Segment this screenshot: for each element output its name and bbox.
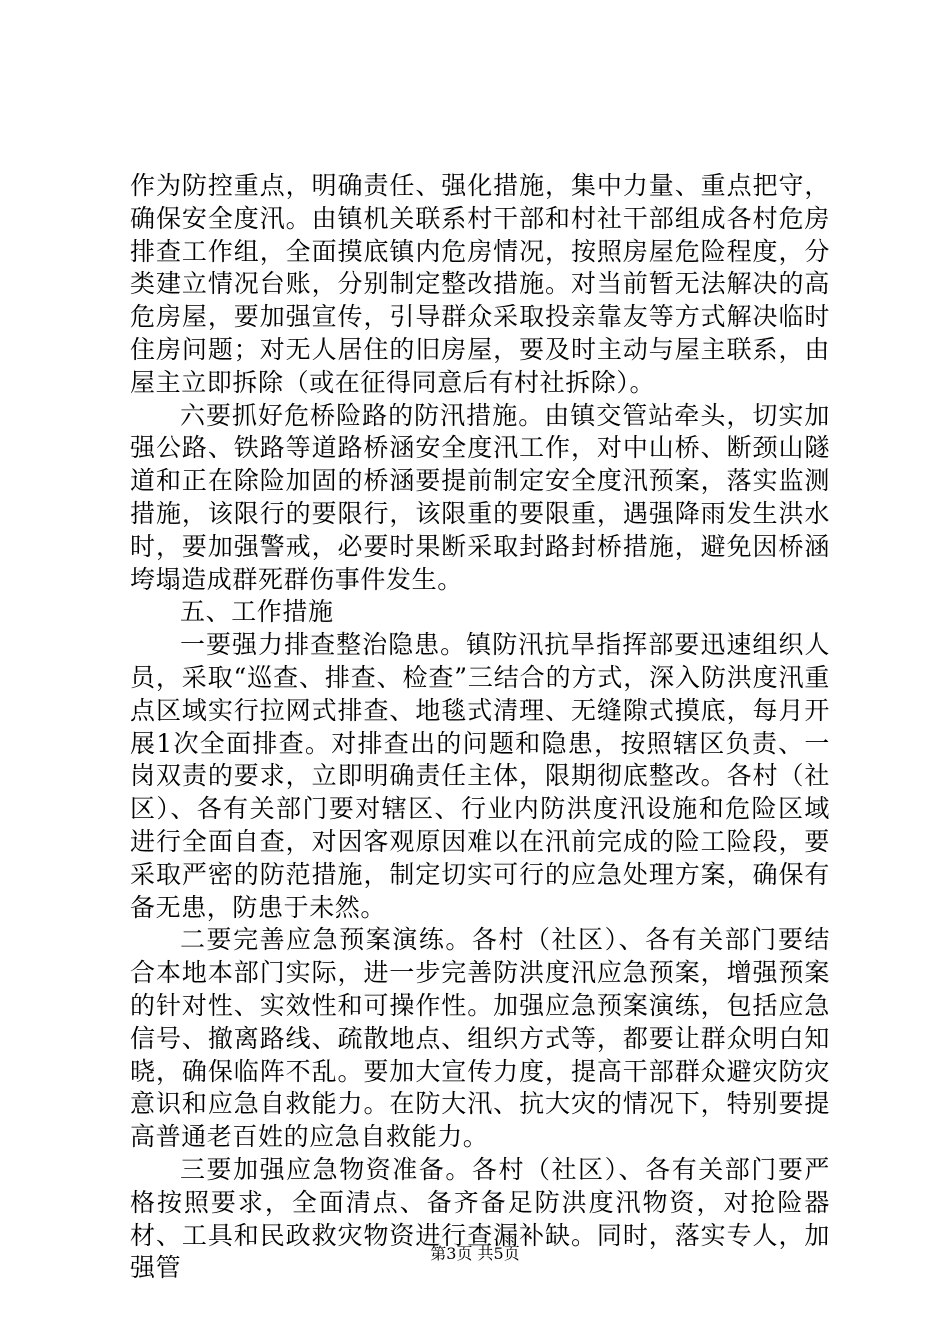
paragraph-3: 一要强力排查整治隐患。镇防汛抗旱指挥部要迅速组织人员，采取“巡查、排查、检查”三结合的方式，深入防洪度汛重点区域实行拉网式排查、地毯式清理、无缝隙式摸底，每月开展1次全面排查。对排查出的问题和隐患，按照辖区负责、一岗双责的要求，立即明确责任主体，限期彻底整改。各村（社区）、各有关部门要对辖区、行业内防洪度汛设施和危险区域进行全面自查，对因客观原因难以在汛前完成的险工险段，要采取严密的防范措施，制定切实可行的应急处理方案，确保有备无患，防患于未然。	[130, 630, 830, 922]
section-heading: 五、工作措施	[180, 597, 334, 627]
page-footer: 第3页 共5页	[430, 1244, 520, 1263]
paragraph-2: 六要抓好危桥险路的防汛措施。由镇交管站牵头，切实加强公路、铁路等道路桥涵安全度汛工作，对中山桥、断颈山隧道和正在除险加固的桥涵要提前制定安全度汛预案，落实监测措施，该限行的要限行，该限重的要限重，遇强降雨发生洪水时，要加强警戒，必要时果断采取封路封桥措施，避免因桥涵垮塌造成群死群伤事件发生。	[130, 400, 830, 594]
document-body	[130, 170, 830, 1285]
paragraph-5: 三要加强应急物资准备。各村（社区）、各有关部门要严格按照要求，全面清点、备齐备足防洪度汛物资，对抢险器材、工具和民政救灾物资进行查漏补缺。同时，落实专人，加强管	[130, 1154, 830, 1283]
paragraph-4: 二要完善应急预案演练。各村（社区）、各有关部门要结合本地本部门实际，进一步完善防洪度汛应急预案，增强预案的针对性、实效性和可操作性。加强应急预案演练，包括应急信号、撤离路线、疏散地点、组织方式等，都要让群众明白知晓，确保临阵不乱。要加大宣传力度，提高干部群众避灾防灾意识和应急自救能力。在防大汛、抗大灾的情况下，特别要提高普通老百姓的应急自救能力。	[130, 925, 830, 1152]
paragraph-1: 作为防控重点，明确责任、强化措施，集中力量、重点把守，确保安全度汛。由镇机关联系村干部和村社干部组成各村危房排查工作组，全面摸底镇内危房情况，按照房屋危险程度，分类建立情况台账，分别制定整改措施。对当前暂无法解决的高危房屋，要加强宣传，引导群众采取投亲靠友等方式解决临时住房问题；对无人居住的旧房屋，要及时主动与屋主联系，由屋主立即拆除（或在征得同意后有村社拆除）。	[130, 171, 830, 397]
